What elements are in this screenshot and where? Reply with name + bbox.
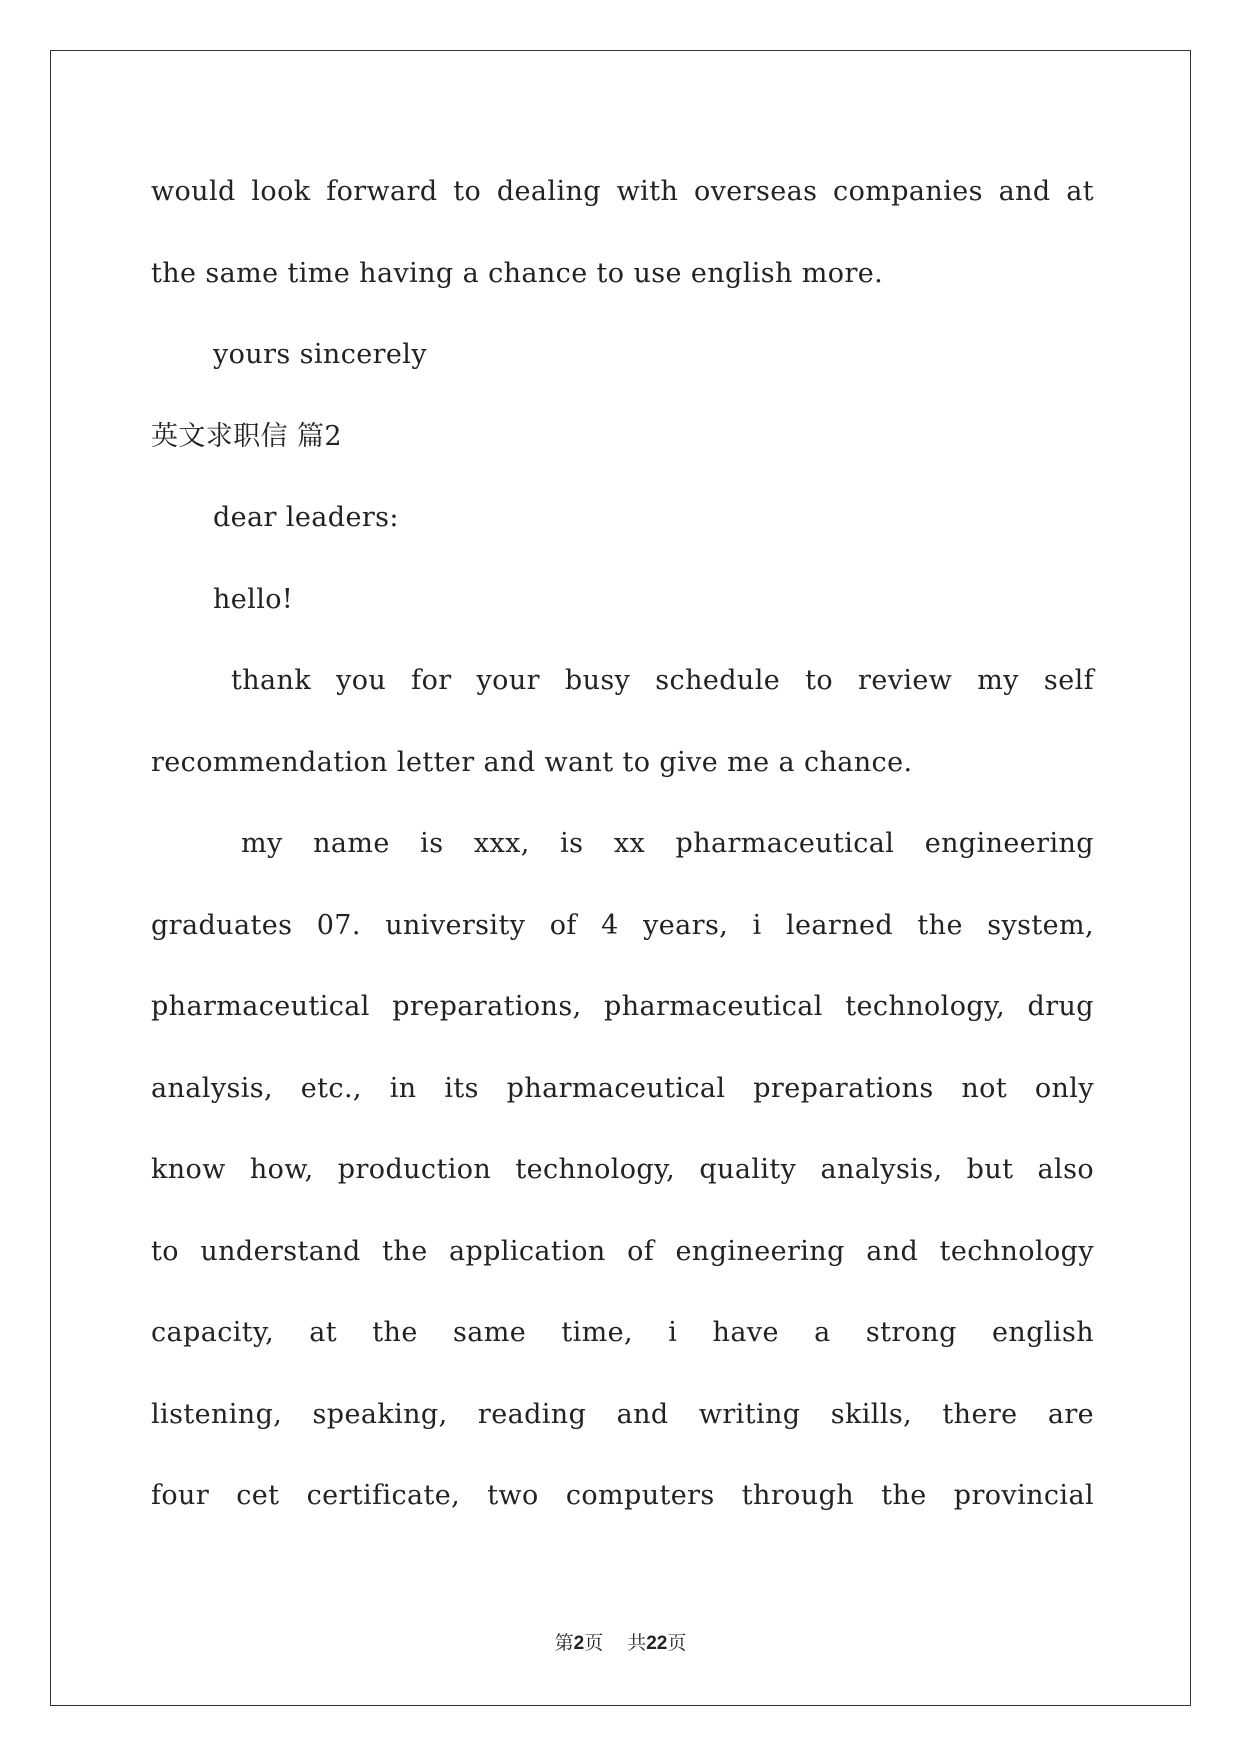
footer-total-prefix: 共 — [627, 1632, 647, 1654]
text-line: would look forward to dealing with overseas companies and at — [151, 176, 1094, 207]
closing-salutation: yours sincerely — [213, 339, 427, 370]
text-line: to understand the application of engineering and technology — [151, 1235, 1094, 1267]
greeting: dear leaders: — [213, 502, 399, 533]
document-body — [151, 160, 1094, 1546]
text-line: capacity, at the same time, i have a strong english — [151, 1317, 1094, 1348]
text-line: recommendation letter and want to give me a chance. — [151, 746, 913, 778]
total-pages: 22 — [646, 1633, 668, 1654]
text-line: graduates 07. university of 4 years, i learned the system, — [151, 909, 1094, 941]
text-line: pharmaceutical preparations, pharmaceutical technology, drug — [151, 991, 1094, 1022]
text-line: four cet certificate, two computers through the provincial — [151, 1480, 1094, 1511]
text-line: know how, production technology, quality analysis, but also — [151, 1154, 1094, 1185]
page-number: 2 — [573, 1633, 585, 1654]
text-line: the same time having a chance to use english more. — [151, 257, 884, 289]
footer-page-suffix: 页 — [584, 1632, 604, 1654]
footer-total-suffix: 页 — [667, 1632, 687, 1654]
text-line: thank you for your busy schedule to review my self — [231, 665, 1094, 696]
section-heading: 英文求职信 篇2 — [151, 420, 342, 452]
text-line: listening, speaking, reading and writing skills, there are — [151, 1398, 1094, 1430]
text-line: my name is xxx, is xx pharmaceutical engineering — [241, 828, 1094, 859]
text-line: analysis, etc., in its pharmaceutical preparations not only — [151, 1072, 1094, 1104]
page-footer — [0, 1628, 1241, 1655]
footer-prefix: 第 — [554, 1632, 574, 1654]
greeting: hello! — [213, 583, 294, 615]
